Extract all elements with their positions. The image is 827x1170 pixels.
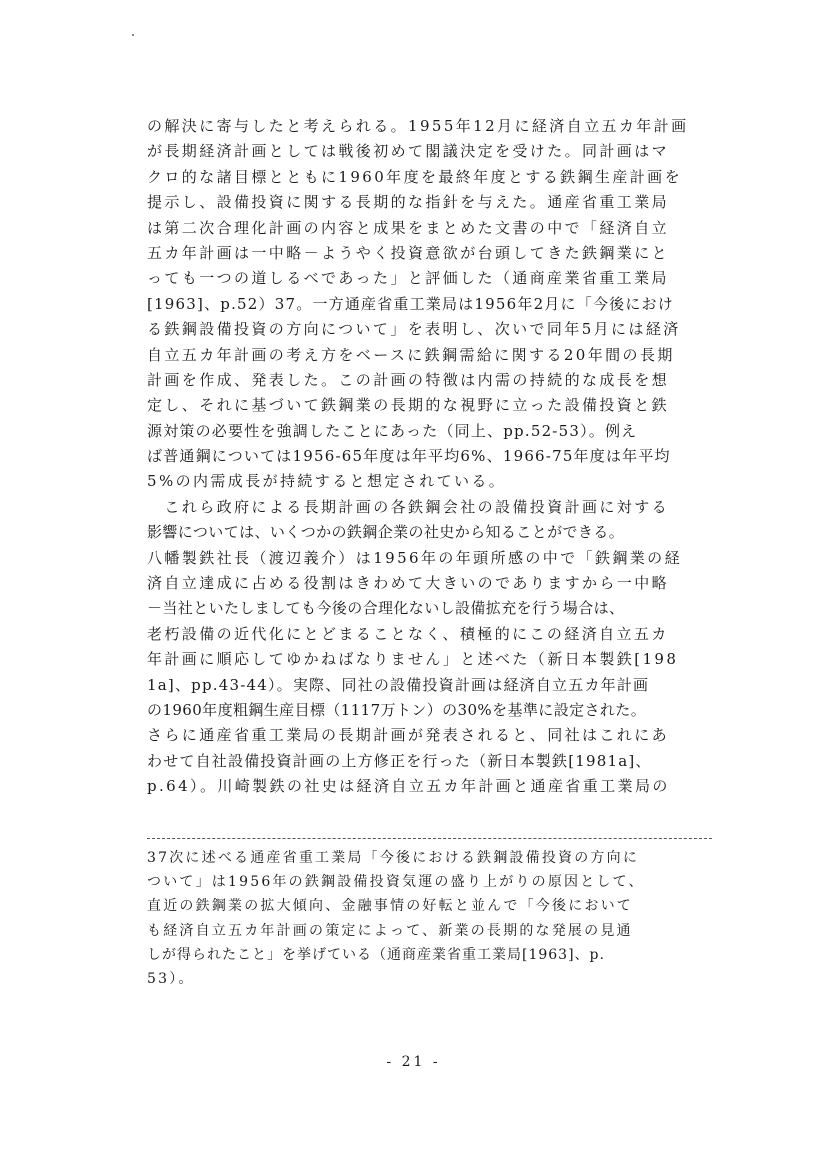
body-line: 提示し、設備投資に関する長期的な指針を与えた。通産省重工業局 bbox=[147, 193, 670, 212]
body-line: 源対策の必要性を強調したことにあった（同上、pp.52-53）。例え bbox=[147, 421, 638, 440]
body-line: 影響については、いくつかの鉄鋼企業の社史から知ることができる。 bbox=[147, 523, 625, 542]
footnote-line: 直近の鉄鋼業の拡大傾向、金融事情の好転と並んで「今後において bbox=[147, 898, 633, 915]
body-line: p.64）。川崎製鉄の社史は経済自立五カ年計画と通産省重工業局の bbox=[147, 777, 670, 796]
footnote-separator bbox=[147, 838, 712, 839]
footnote-line: ついて」は1956年の鉄鋼設備投資気運の盛り上がりの原因として、 bbox=[147, 874, 645, 891]
body-line: 自立五カ年計画の考え方をベースに鉄鋼需給に関する20年間の長期 bbox=[147, 345, 675, 364]
body-line: は第二次合理化計画の内容と成果をまとめた文書の中で「経済自立 bbox=[147, 218, 670, 237]
body-line: 5%の内需成長が持続すると想定されている。 bbox=[147, 472, 507, 491]
page-number: - 21 - bbox=[386, 1054, 441, 1070]
body-line: 八幡製鉄社長（渡辺義介）は1956年の年頭所感の中で「鉄鋼業の経 bbox=[147, 548, 682, 567]
body-line: 計画を作成、発表した。この計画の特徴は内需の持続的な成長を想 bbox=[147, 370, 670, 389]
footnote-line: 53）。 bbox=[147, 970, 195, 987]
footnote-line: も経済自立五カ年計画の策定によって、新業の長期的な発展の見通 bbox=[147, 922, 633, 939]
body-line: る鉄鋼設備投資の方向について」を表明し、次いで同年5月には経済 bbox=[147, 320, 681, 339]
body-line: の解決に寄与したと考えられる。1955年12月に経済自立五カ年計画 bbox=[147, 117, 689, 135]
body-line: の1960年度粗鋼生産目標（1117万トン）の30%を基準に設定された。 bbox=[147, 700, 647, 719]
body-line: 年計画に順応してゆかねばなりません」と述べた（新日本製鉄[198 bbox=[147, 650, 679, 669]
body-line: ば普通鋼については1956-65年度は年平均6%、1966-75年度は年平均 bbox=[147, 447, 671, 466]
body-text bbox=[147, 114, 712, 800]
body-line: さらに通産省重工業局の長期計画が発表されると、同社はこれにあ bbox=[147, 726, 670, 745]
body-line: －当社といたしましても今後の合理化ないし設備拡充を行う場合は、 bbox=[147, 599, 625, 618]
body-line: [1963]、p.52）37。一方通産省重工業局は1956年2月に「今後におけ bbox=[147, 294, 674, 313]
body-line: わせて自社設備投資計画の上方修正を行った（新日本製鉄[1981a]、 bbox=[147, 751, 652, 770]
footnote bbox=[147, 846, 712, 991]
body-line: 定し、それに基づいて鉄鋼業の長期的な視野に立った設備投資と鉄 bbox=[147, 396, 670, 415]
body-line: クロ的な諸目標とともに1960年度を最終年度とする鉄鋼生産計画を bbox=[147, 167, 682, 186]
body-line: これら政府による長期計画の各鉄鋼会社の設備投資計画に対する bbox=[147, 497, 670, 516]
body-line: 1a]、pp.43-44）。実際、同社の設備投資計画は経済自立五カ年計画 bbox=[147, 675, 650, 694]
body-line: が長期経済計画としては戦後初めて閣議決定を受けた。同計画はマ bbox=[147, 142, 670, 161]
footnote-line: 37次に述べる通産省重工業局「今後における鉄鋼設備投資の方向に bbox=[147, 850, 640, 866]
body-line: っても一つの道しるべであった」と評価した（通商産業省重工業局 bbox=[147, 269, 669, 288]
footnote-line: しが得られたこと」を挙げている（通商産業省重工業局[1963]、p. bbox=[147, 946, 605, 963]
body-line: 老朽設備の近代化にとどまることなく、積極的にこの経済自立五カ bbox=[147, 624, 669, 643]
body-line: 済自立達成に占める役割はきわめて大きいのでありますから一中略 bbox=[147, 574, 670, 593]
scan-speck bbox=[132, 34, 134, 36]
body-line: 五カ年計画は一中略－ようやく投資意欲が台頭してきた鉄鋼業にと bbox=[147, 243, 670, 262]
